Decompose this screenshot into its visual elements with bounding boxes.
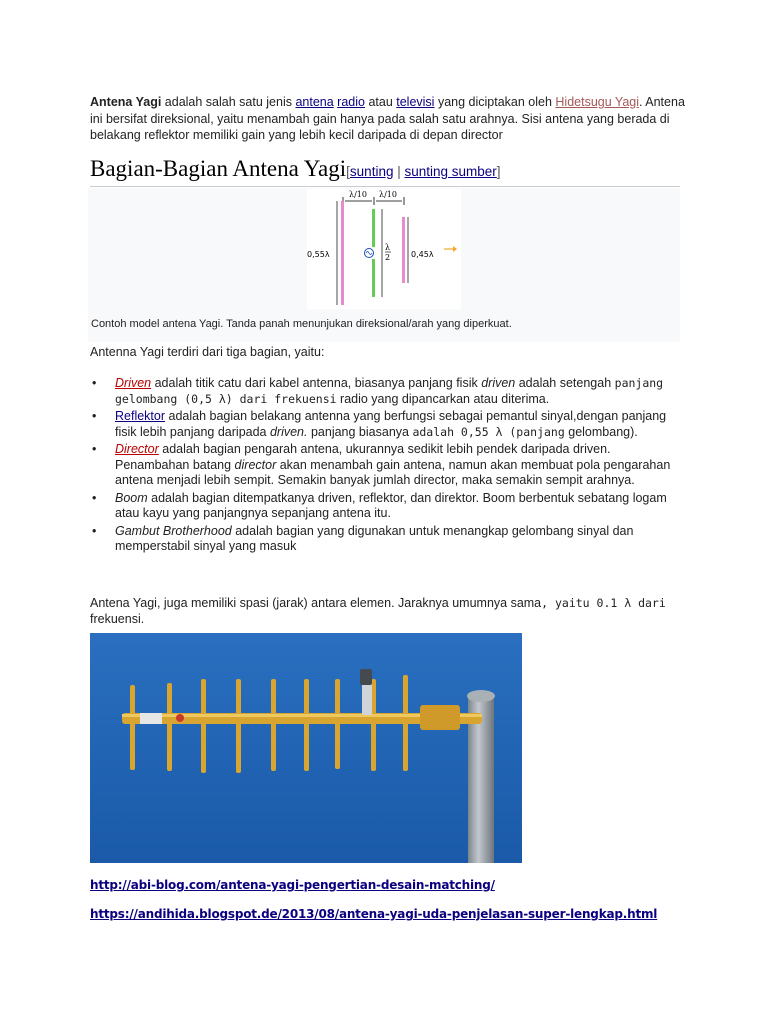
intro-text: adalah salah satu jenis (161, 95, 296, 109)
item-mono-text: adalah 0,55 λ (panjang (412, 424, 565, 439)
boom-sticker (176, 714, 184, 722)
list-item-reflektor (90, 409, 680, 440)
list-item-boom (90, 491, 680, 522)
reference-link-2[interactable]: https://andihida.blogspot.de/2013/08/antena-yagi-uda-penjelasan-super-lengkap.html (90, 907, 658, 921)
item-emphasis: Gambut Brotherhood (115, 523, 232, 538)
reflector-length-label: 0,55λ (307, 250, 330, 259)
link-reflektor[interactable]: Reflektor (115, 409, 166, 423)
item-text: akan menambah gain antena, namun akan membuat pola pengarahan antena menjadi lebih sempit. Semakin banyak jumlah director, maka semakin sempit arahnya. (115, 457, 671, 487)
item-text: adalah bagian pengarah antena, ukurannya sedikit lebih pendek daripada driven. Penambahan batang (115, 442, 611, 472)
link-driven[interactable]: Driven (115, 376, 152, 390)
item-text: adalah bagian ditempatkanya driven, reflektor, dan direktor. Boom berbentuk sebatang logam atau kayu yang panjangnya sepanjang antena itu. (115, 490, 667, 520)
list-item-gambut (90, 524, 680, 555)
item-mono-text: panjang gelombang (0,5 λ) dari frekuensi (115, 376, 664, 406)
intro-text: atau (364, 95, 397, 109)
list-item-director (90, 442, 680, 489)
item-emphasis: Boom (115, 490, 148, 505)
paragraph-text: Antena Yagi, juga memiliki spasi (jarak) antara elemen. Jaraknya umumnya sama (90, 596, 542, 610)
item-text: adalah bagian yang digunakan untuk menangkap gelombang sinyal dan memperstabil sinyal yang masuk (115, 523, 634, 553)
link-televisi[interactable]: televisi (396, 95, 435, 109)
driven-element-bottom (372, 259, 375, 297)
edit-link[interactable]: sunting (349, 164, 394, 179)
spacing-label-right: λ/10 (379, 190, 397, 199)
edit-separator: | (393, 164, 405, 179)
item-emphasis: driven (481, 376, 516, 390)
paragraph-text: frekuensi. (90, 612, 145, 626)
item-text: panjang biasanya (307, 424, 413, 439)
direction-arrow-head (453, 246, 457, 252)
director-element (402, 217, 405, 283)
boom-label (140, 713, 162, 724)
bullet: • (92, 490, 97, 505)
bracket-open: [ (346, 164, 350, 179)
intro-text: . Antena ini bersifat direksional, yaitu menambah gain hanya pada salah satu arahnya. Sisi antena yang berada di belakang reflektor memiliki gain yang lebih kecil daripada di depan director (90, 95, 685, 142)
link-antena[interactable]: antena (295, 95, 334, 109)
mast-cap (467, 690, 495, 702)
edit-source-link[interactable]: sunting sumber (404, 164, 497, 179)
item-text: gelombang). (564, 424, 638, 439)
parts-list (90, 376, 680, 557)
item-text: radio yang dipancarkan atau diterima. (336, 391, 550, 406)
link-hidetsugu-yagi[interactable]: Hidetsugu Yagi (555, 95, 640, 109)
bullet: • (92, 523, 97, 538)
edit-links (346, 164, 500, 179)
yagi-diagram (307, 189, 461, 309)
bullet: • (92, 376, 97, 390)
bracket-close: ] (496, 164, 501, 179)
link-radio[interactable]: radio (337, 95, 365, 109)
intro-paragraph (90, 94, 690, 144)
item-text: adalah titik catu dari kabel antenna, biasanya panjang fisik (151, 376, 482, 390)
feed-balun (362, 683, 372, 715)
intro-term: Antena Yagi (90, 95, 162, 109)
driven-element-top (372, 209, 375, 247)
reference-link-1[interactable]: http://abi-blog.com/antena-yagi-pengertian-desain-matching/ (90, 878, 495, 892)
section-title: Bagian-Bagian Antena Yagi (90, 156, 347, 181)
bullet: • (92, 409, 97, 423)
item-emphasis: driven. (269, 424, 308, 439)
figure (88, 188, 680, 342)
reflector-element (341, 201, 344, 305)
driven-length-den: 2 (385, 253, 391, 262)
paragraph-mono-text: , yaitu 0.1 λ dari (541, 596, 666, 610)
mounting-clamp (420, 705, 460, 730)
driven-length-num: λ (385, 243, 391, 252)
director-length-label: 0,45λ (411, 250, 434, 259)
item-text: adalah bagian belakang antenna yang berfungsi sebagai pemantul sinyal,dengan panjang fisik lebih panjang daripada (115, 409, 667, 439)
intro-text: yang diciptakan oleh (434, 95, 556, 109)
link-director[interactable]: Director (115, 442, 159, 456)
parts-intro: Antenna Yagi terdiri dari tiga bagian, yaitu: (90, 345, 325, 359)
item-emphasis: director (234, 457, 277, 472)
spacing-paragraph (90, 595, 690, 627)
yagi-antenna-photo (90, 633, 522, 863)
list-item-driven (90, 376, 680, 407)
bullet: • (92, 442, 97, 456)
item-text: adalah setengah (515, 376, 615, 390)
feed-connector (360, 669, 372, 685)
figure-caption: Contoh model antena Yagi. Tanda panah menunjukan direksional/arah yang diperkuat. (91, 318, 512, 330)
spacing-label-left: λ/10 (349, 190, 367, 199)
section-heading (90, 156, 680, 187)
